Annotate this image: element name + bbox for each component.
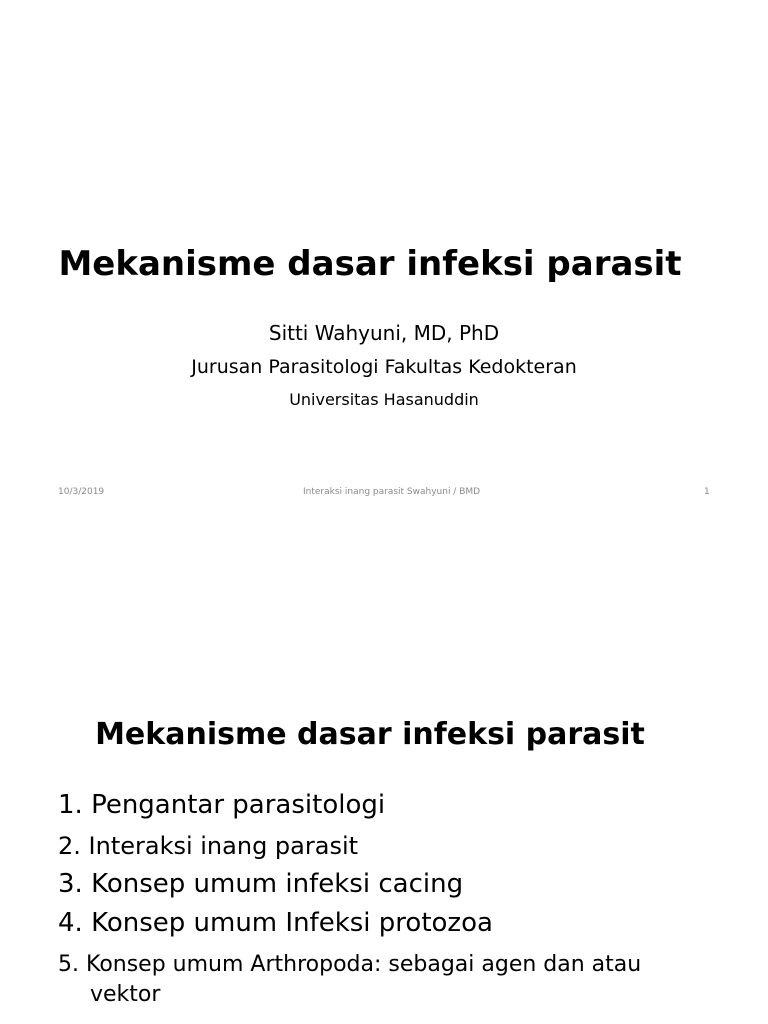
university-name: Universitas Hasanuddin: [289, 390, 479, 409]
list-item-text: 5. Konsep umum Arthropoda: sebagai agen dan atau: [58, 952, 642, 977]
footer-center-text: Interaksi inang parasit Swahyuni / BMD: [303, 487, 481, 497]
list-item: 3. Konsep umum infeksi cacing: [58, 869, 464, 899]
slide-title: Mekanisme dasar infeksi parasit: [58, 244, 682, 284]
slide-title: Mekanisme dasar infeksi parasit: [95, 717, 645, 752]
list-item: [58, 950, 698, 1010]
list-item: 4. Konsep umum Infeksi protozoa: [58, 908, 493, 938]
outline-slide: [0, 520, 768, 1024]
list-item-continuation: vektor: [90, 982, 161, 1007]
list-item: 2. Interaksi inang parasit: [58, 832, 359, 860]
department-name: Jurusan Parasitologi Fakultas Kedokteran: [191, 356, 577, 378]
footer-page-number: 1: [704, 487, 710, 497]
list-item: 1. Pengantar parasitologi: [58, 790, 386, 820]
author-name: Sitti Wahyuni, MD, PhD: [268, 321, 500, 345]
footer-date: 10/3/2019: [58, 487, 105, 497]
